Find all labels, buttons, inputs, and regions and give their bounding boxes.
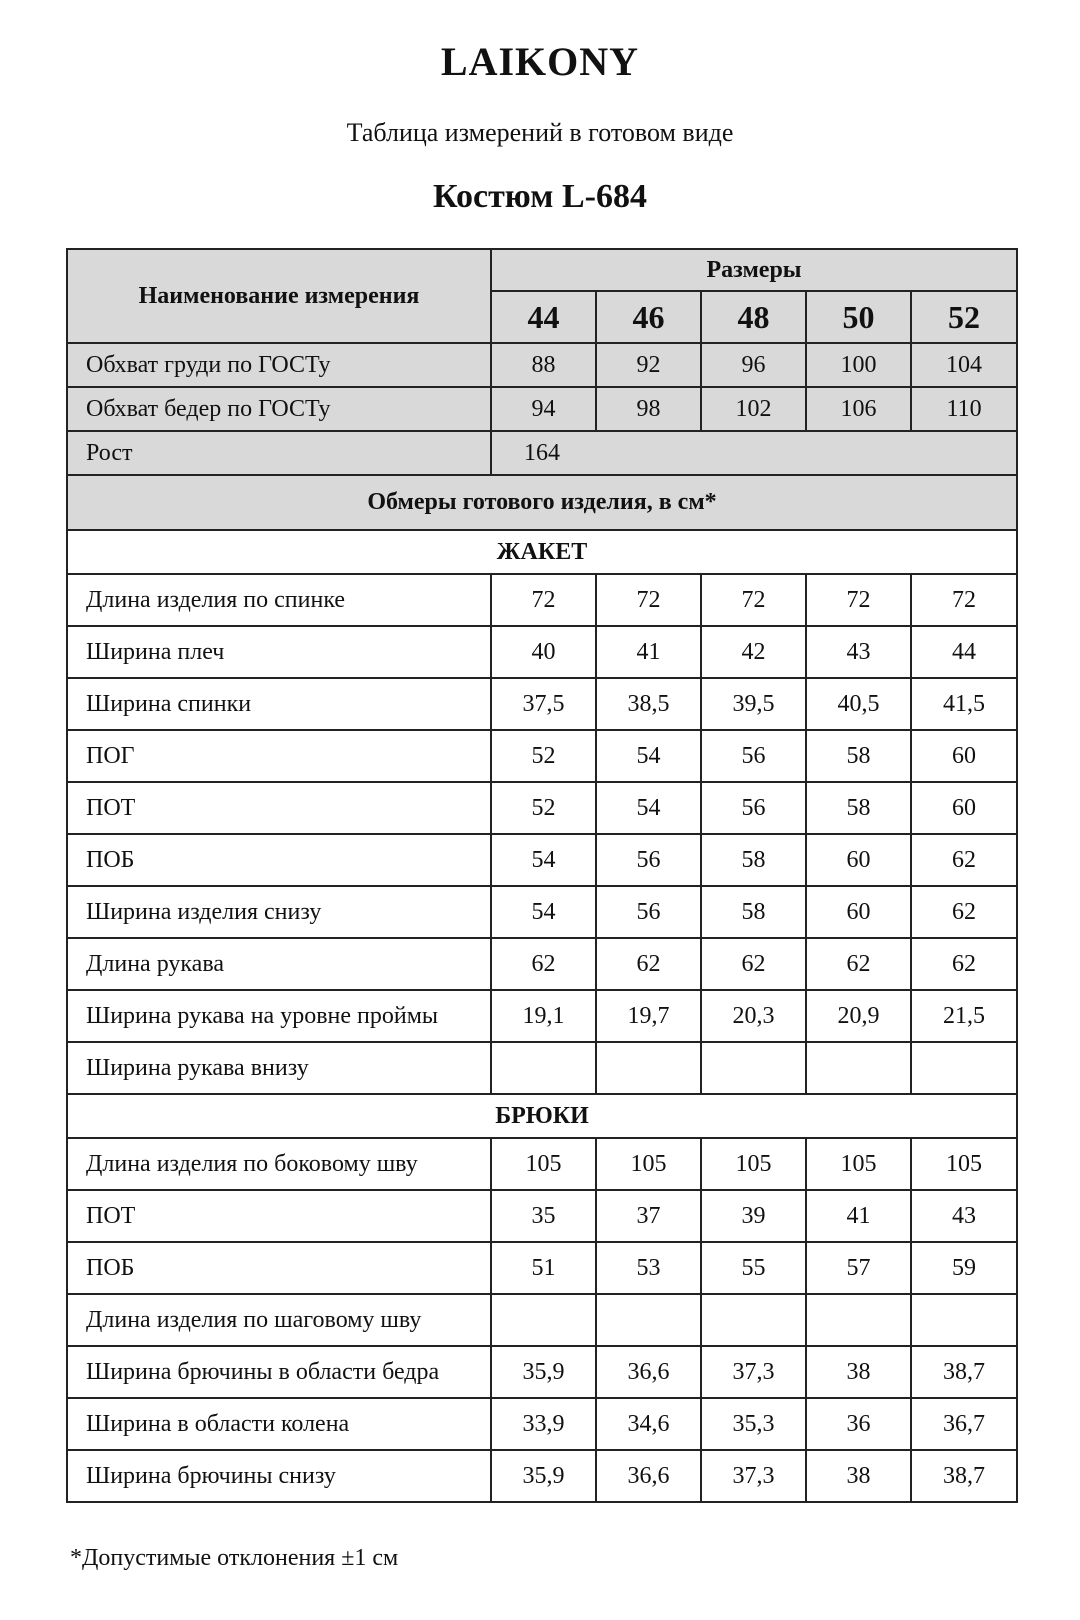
value-cell xyxy=(911,1294,1017,1346)
value-cell: 43 xyxy=(911,1190,1017,1242)
size-header-cell: 46 xyxy=(596,291,701,343)
value-cell: 54 xyxy=(596,782,701,834)
jacket-section-title-cell: ЖАКЕТ xyxy=(67,530,1017,574)
value-cell: 72 xyxy=(596,574,701,626)
value-cell: 106 xyxy=(806,387,911,431)
value-cell: 60 xyxy=(911,782,1017,834)
row-label: Длина изделия по шаговому шву xyxy=(67,1294,491,1346)
value-cell: 19,1 xyxy=(491,990,596,1042)
table-row xyxy=(67,1242,1017,1294)
value-cell xyxy=(806,1042,911,1094)
measurements-header xyxy=(67,475,1017,530)
value-cell: 72 xyxy=(806,574,911,626)
value-cell xyxy=(491,1294,596,1346)
row-label: Ширина спинки xyxy=(67,678,491,730)
value-cell: 62 xyxy=(806,938,911,990)
value-cell: 43 xyxy=(806,626,911,678)
footnote: *Допустимые отклонения ±1 см xyxy=(70,1545,399,1571)
value-cell: 41 xyxy=(806,1190,911,1242)
value-cell: 38,7 xyxy=(911,1450,1017,1502)
table-row xyxy=(67,1398,1017,1450)
row-label: Ширина рукава на уровне проймы xyxy=(67,990,491,1042)
table-row xyxy=(67,886,1017,938)
value-cell: 35 xyxy=(491,1190,596,1242)
value-cell: 35,9 xyxy=(491,1450,596,1502)
value-cell: 72 xyxy=(701,574,806,626)
value-cell: 37,3 xyxy=(701,1450,806,1502)
value-cell: 60 xyxy=(806,834,911,886)
table-row xyxy=(67,782,1017,834)
value-cell: 105 xyxy=(491,1138,596,1190)
table-row xyxy=(67,1042,1017,1094)
row-label: Ширина в области колена xyxy=(67,1398,491,1450)
height-value-cell: 164 xyxy=(491,431,1017,475)
value-cell: 102 xyxy=(701,387,806,431)
value-cell xyxy=(596,1294,701,1346)
value-cell: 36 xyxy=(806,1398,911,1450)
value-cell: 41 xyxy=(596,626,701,678)
trousers-section-title xyxy=(67,1094,1017,1138)
value-cell: 56 xyxy=(596,834,701,886)
row-label: ПОБ xyxy=(67,834,491,886)
value-cell: 58 xyxy=(701,834,806,886)
row-label: Ширина плеч xyxy=(67,626,491,678)
row-label: Обхват груди по ГОСТу xyxy=(67,343,491,387)
value-cell: 54 xyxy=(596,730,701,782)
value-cell: 98 xyxy=(596,387,701,431)
value-cell: 56 xyxy=(701,730,806,782)
value-cell: 38,7 xyxy=(911,1346,1017,1398)
value-cell: 37 xyxy=(596,1190,701,1242)
value-cell: 35,3 xyxy=(701,1398,806,1450)
value-cell: 34,6 xyxy=(596,1398,701,1450)
table-row xyxy=(67,938,1017,990)
value-cell: 54 xyxy=(491,834,596,886)
value-cell: 52 xyxy=(491,730,596,782)
value-cell: 35,9 xyxy=(491,1346,596,1398)
value-cell: 20,9 xyxy=(806,990,911,1042)
size-header-cell: 48 xyxy=(701,291,806,343)
table-row xyxy=(67,574,1017,626)
measurement-name-header: Наименование измерения xyxy=(67,249,491,343)
trousers-section-title-cell: БРЮКИ xyxy=(67,1094,1017,1138)
value-cell: 96 xyxy=(701,343,806,387)
table-row xyxy=(67,1190,1017,1242)
value-cell: 36,7 xyxy=(911,1398,1017,1450)
row-label: Ширина рукава внизу xyxy=(67,1042,491,1094)
value-cell: 92 xyxy=(596,343,701,387)
value-cell xyxy=(491,1042,596,1094)
row-label: Длина рукава xyxy=(67,938,491,990)
table-row xyxy=(67,387,1017,431)
value-cell: 62 xyxy=(911,834,1017,886)
value-cell: 58 xyxy=(806,782,911,834)
value-cell: 94 xyxy=(491,387,596,431)
value-cell: 110 xyxy=(911,387,1017,431)
value-cell: 62 xyxy=(596,938,701,990)
size-header-cell: 44 xyxy=(491,291,596,343)
value-cell: 38 xyxy=(806,1346,911,1398)
value-cell: 44 xyxy=(911,626,1017,678)
value-cell: 39,5 xyxy=(701,678,806,730)
value-cell: 60 xyxy=(806,886,911,938)
value-cell: 62 xyxy=(701,938,806,990)
value-cell: 37,5 xyxy=(491,678,596,730)
table-row xyxy=(67,626,1017,678)
value-cell: 40 xyxy=(491,626,596,678)
table-row xyxy=(67,730,1017,782)
value-cell: 58 xyxy=(701,886,806,938)
table-row xyxy=(67,990,1017,1042)
value-cell: 41,5 xyxy=(911,678,1017,730)
page-subtitle: Таблица измерений в готовом виде xyxy=(346,118,734,147)
value-cell xyxy=(701,1042,806,1094)
brand-title: LAIKONY xyxy=(440,39,640,84)
row-label: Ширина брючины в области бедра xyxy=(67,1346,491,1398)
value-cell: 20,3 xyxy=(701,990,806,1042)
value-cell xyxy=(806,1294,911,1346)
value-cell: 60 xyxy=(911,730,1017,782)
value-cell: 105 xyxy=(806,1138,911,1190)
value-cell: 62 xyxy=(491,938,596,990)
table-row xyxy=(67,343,1017,387)
value-cell: 19,7 xyxy=(596,990,701,1042)
table-row xyxy=(67,1450,1017,1502)
value-cell: 54 xyxy=(491,886,596,938)
value-cell: 72 xyxy=(491,574,596,626)
value-cell: 39 xyxy=(701,1190,806,1242)
row-label: Рост xyxy=(67,431,491,475)
size-header-cell: 50 xyxy=(806,291,911,343)
row-label: ПОТ xyxy=(67,1190,491,1242)
value-cell: 52 xyxy=(491,782,596,834)
row-label: ПОГ xyxy=(67,730,491,782)
value-cell: 36,6 xyxy=(596,1450,701,1502)
value-cell: 42 xyxy=(701,626,806,678)
table-row xyxy=(67,678,1017,730)
value-cell: 105 xyxy=(911,1138,1017,1190)
size-header-cell: 52 xyxy=(911,291,1017,343)
value-cell: 105 xyxy=(701,1138,806,1190)
row-label: Ширина изделия снизу xyxy=(67,886,491,938)
size-table xyxy=(66,248,1018,1503)
row-label: Длина изделия по боковому шву xyxy=(67,1138,491,1190)
value-cell xyxy=(911,1042,1017,1094)
measurements-header-cell: Обмеры готового изделия, в см* xyxy=(67,475,1017,530)
value-cell: 104 xyxy=(911,343,1017,387)
value-cell: 55 xyxy=(701,1242,806,1294)
jacket-section-title xyxy=(67,530,1017,574)
value-cell: 38 xyxy=(806,1450,911,1502)
value-cell xyxy=(596,1042,701,1094)
table-row xyxy=(67,1346,1017,1398)
value-cell: 38,5 xyxy=(596,678,701,730)
value-cell: 62 xyxy=(911,938,1017,990)
value-cell: 105 xyxy=(596,1138,701,1190)
value-cell: 51 xyxy=(491,1242,596,1294)
value-cell: 53 xyxy=(596,1242,701,1294)
value-cell: 40,5 xyxy=(806,678,911,730)
table-row xyxy=(67,1294,1017,1346)
value-cell: 33,9 xyxy=(491,1398,596,1450)
value-cell: 72 xyxy=(911,574,1017,626)
row-label: Обхват бедер по ГОСТу xyxy=(67,387,491,431)
value-cell xyxy=(701,1294,806,1346)
product-title: Костюм L-684 xyxy=(433,178,647,215)
row-label: Длина изделия по спинке xyxy=(67,574,491,626)
sizes-header: Размеры xyxy=(491,249,1017,291)
table-row xyxy=(67,1138,1017,1190)
row-label: Ширина брючины снизу xyxy=(67,1450,491,1502)
value-cell: 36,6 xyxy=(596,1346,701,1398)
value-cell: 58 xyxy=(806,730,911,782)
value-cell: 37,3 xyxy=(701,1346,806,1398)
value-cell: 56 xyxy=(596,886,701,938)
value-cell: 57 xyxy=(806,1242,911,1294)
value-cell: 21,5 xyxy=(911,990,1017,1042)
table-row xyxy=(67,431,1017,475)
value-cell: 59 xyxy=(911,1242,1017,1294)
value-cell: 62 xyxy=(911,886,1017,938)
row-label: ПОТ xyxy=(67,782,491,834)
value-cell: 100 xyxy=(806,343,911,387)
table-row xyxy=(67,834,1017,886)
value-cell: 88 xyxy=(491,343,596,387)
row-label: ПОБ xyxy=(67,1242,491,1294)
value-cell: 56 xyxy=(701,782,806,834)
